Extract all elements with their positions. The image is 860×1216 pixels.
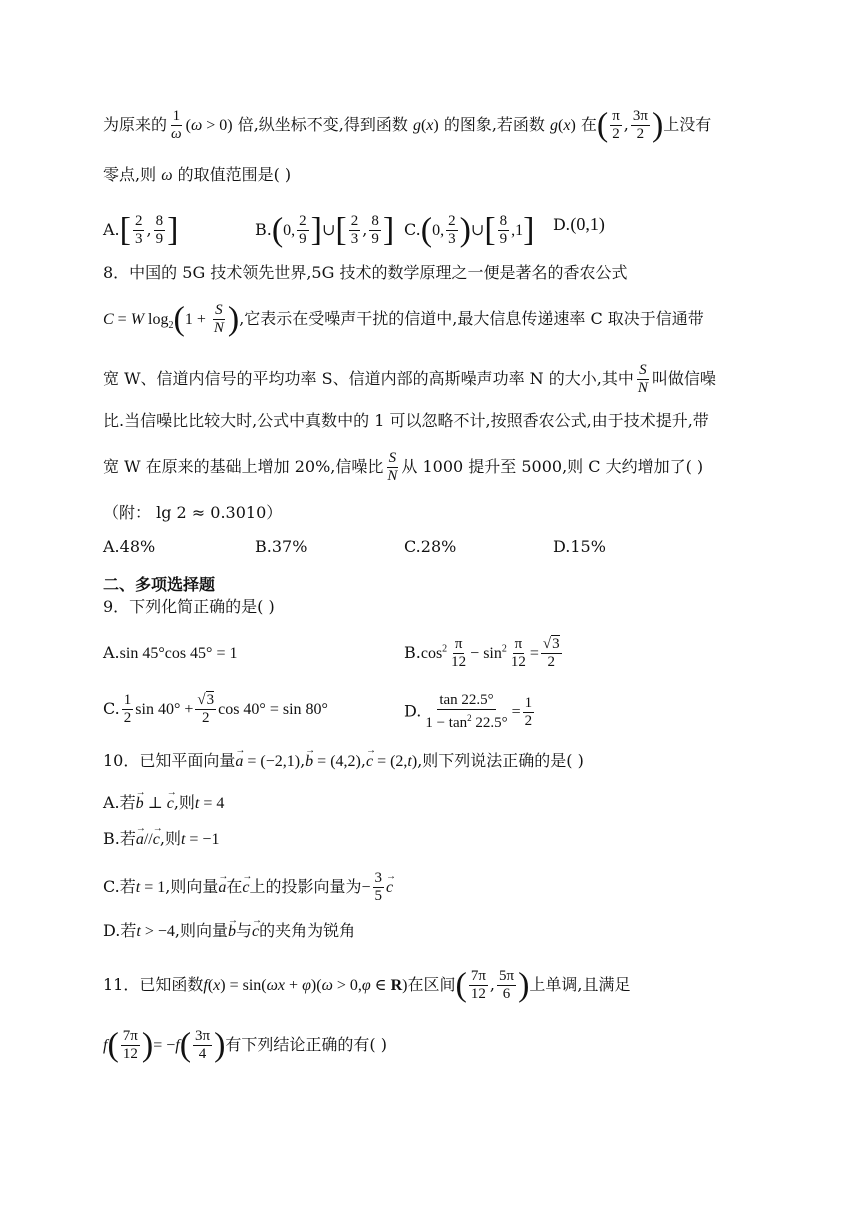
q7-option-a[interactable]: A.[ $\frac{2}{3}$ , $\frac{8}{9}$ ] xyxy=(103,211,179,249)
q10-option-d[interactable]: D.若t > −4,则向量→ b与→ c的夹角为锐角 xyxy=(103,920,355,943)
q10-stem: 10．已知平面向量→ a = (−2,1),→ b = (4,2),→ c = (2,t),则下列说法正确的是( ) xyxy=(103,750,584,773)
q7-option-d[interactable]: D.(0,1) xyxy=(553,214,605,234)
q9-option-d[interactable]: D. $\frac{\tan 22.5^\circ}{1 - \tan^2 22.5^\circ}$ = $\frac{1}{2}$ xyxy=(404,692,533,731)
q10-option-b[interactable]: B.若→ a//→ c,则t = −1 xyxy=(103,828,219,851)
q8-option-d[interactable]: D.15% xyxy=(553,537,606,556)
q8-line5: 宽 W 在原来的基础上增加 20%,信噪比 $\frac{S}{N}$ 从 1000 提升至 5000,则 C 大约增加了( ) xyxy=(103,450,704,484)
q8-line2: C = W $\log_2(1$ + $\frac{S}{N}$ ),它表示在受噪声干扰的信道中,最大信息传递速率 C 取决于信通带 xyxy=(103,300,704,338)
q9-option-b[interactable]: $B.\cos^2$ $\frac{\pi}{12}$ − $\sin^2$ $\frac{\pi}{12}$ = $\frac{√3}{2}$ xyxy=(404,636,560,670)
q9-stem: 9．下列化简正确的是( ) xyxy=(103,597,275,616)
q7-option-c[interactable]: C.(0, $\frac{2}{3}$ )∪[ $\frac{8}{9}$ ,1] xyxy=(404,211,535,249)
q9-option-a[interactable]: A.sin 45°cos 45° = 1 xyxy=(103,643,238,662)
q8-line4: 比.当信噪比比较大时,公式中真数中的 1 可以忽略不计,按照香农公式,由于技术提升,带 xyxy=(103,411,709,430)
q7-line2: 零点,则 ω 的取值范围是( ) xyxy=(103,165,292,184)
q8-line3: 宽 W、信道内信号的平均功率 S、信道内部的高斯噪声功率 N 的大小,其中 $\frac{S}{N}$ 叫做信噪 xyxy=(103,362,716,396)
q10-option-c[interactable]: C.若t = 1,则向量→ a在→ c上的投影向量为− $\frac{3}{5}$ → c xyxy=(103,870,393,905)
q11-line2: f( $\frac{7\pi}{12}$ )= −f( $\frac{3\pi}{4}$ )有下列结论正确的有( ) xyxy=(103,1026,387,1064)
q8-option-c[interactable]: C.28% xyxy=(404,537,457,556)
section-title: 二、多项选择题 xyxy=(103,575,216,594)
q8-option-a[interactable]: A.48% xyxy=(103,537,156,556)
q7-line1: 为原来的 $\frac{1}{\omega}$ (ω > 0) 倍,纵坐标不变,得到函数 g(x) 的图象,若函数 g(x) 在( $\frac{\pi}{2}$ , $\frac{3\pi}{2}$ )上没有 xyxy=(103,106,712,144)
q7-option-b[interactable]: B.(0, $\frac{2}{9}$ ]∪[ $\frac{2}{3}$ , $\frac{8}{9}$ ] xyxy=(255,211,395,249)
q9-option-c[interactable]: C. $\frac{1}{2}$ sin 40° + $\frac{√3}{2}$ cos 40° = sin 80° xyxy=(103,692,328,726)
q8-option-b[interactable]: B.37% xyxy=(255,537,308,556)
q8-note: （附： lg 2 ≈ 0.3010） xyxy=(103,503,283,522)
q8-line1: 8．中国的 5G 技术领先世界,5G 技术的数学原理之一便是著名的香农公式 xyxy=(103,263,628,282)
q11-stem: 11．已知函数f(x) = sin(ωx + φ)(ω > 0,φ ∈ R)在区间( $\frac{7\pi}{12}$ , $\frac{5\pi}{6}$ )上单调,且满足 xyxy=(103,966,631,1004)
q10-option-a[interactable]: A.若→ b ⊥ → c,则t = 4 xyxy=(103,792,224,815)
